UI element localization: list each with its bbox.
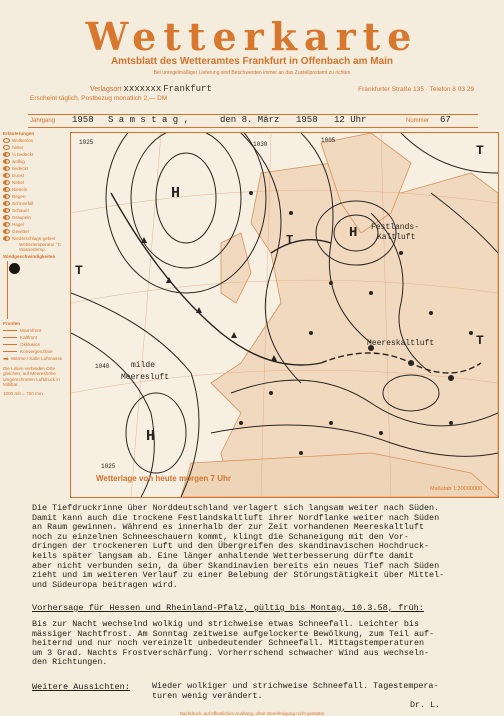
legend-item-label: wolkig [12,159,25,164]
front-line-icon [3,344,17,345]
page-title: Wetterkarte [85,14,419,59]
delivery-note: Bei unregelmäßiger Lieferung sind Beschwerden immer an das Zustellpostamt zu richten [153,70,351,76]
verlagsort-value: Frankfurt [163,84,212,94]
isobar-1005: 1005 [321,137,336,144]
legend-item [3,186,67,193]
weather-symbol-icon [3,166,10,171]
legend-item-label: Wolkenlos [12,138,34,143]
label-meeresluft: Meeresluft [121,373,170,382]
map-scale: Maßstab 1:30000000 [430,486,482,492]
high-west: H [171,185,181,202]
weather-symbol-icon [3,201,10,206]
legend-scale: 1000 mb = 750 mm [3,390,43,396]
legend-item [3,158,67,165]
legend-item [3,151,67,158]
isobar-1030: 1030 [253,141,268,148]
legend-item-label: Gewitter [12,229,30,234]
weather-symbol-icon [3,187,10,192]
front-line-icon [3,351,17,352]
weitere-text: Wieder wolkiger und strichweise Schneefall. Tagestempera- turen wenig verändert. [152,681,439,701]
dateline [28,114,478,128]
legend-item [3,172,67,179]
weather-symbol-icon [3,222,10,227]
isobar-1040: 1040 [95,363,110,370]
legend-warm: Warme [10,356,26,361]
weekday: S a m s t a g , [108,115,190,125]
legend-item [3,228,67,235]
legend-item [3,137,67,144]
legend-warm-kalt: ➡ Warme / Kalte Luftmasse [3,355,63,363]
label-kaltluft: Kaltluft [377,233,416,242]
high-south: H [146,428,156,445]
legend-item-label: Hagel [12,222,25,227]
footer: Nachdruck, auf öffentlichen Aushang, ohne Genehmigung nicht gestattet [179,711,325,716]
weather-symbol-icon [3,194,10,199]
legend-item [3,165,67,172]
verlagsort-label: Verlagsort [90,86,122,93]
low-center: T [286,233,294,247]
punch-hole [9,263,20,274]
weather-symbol-icon [3,180,10,185]
legend-item-label: Regen [12,194,26,199]
legend [3,130,67,496]
vorhersage-text: Bis zur Nacht wechselnd wolkig und strichweise etwas Schneefall. Leichter bis mässiger Nachtfrost. Am Sonntag zeitweise aufgelockerte Bewölkung, zum Teil auf- heiternd und nur noch vereinzelt unbedeutender Schneefall. Mittagstemperaturen um 3 Grad. Nachts Frostverschärfung. Vorherrschend schwacher Wind aus wechseln- den Richtungen. [32,619,435,668]
legend-item [3,221,67,228]
subtitle: Amtsblatt des Wetteramtes Frankfurt in Offenbach am Main [110,56,394,67]
front-item-label: Okklusion [20,342,41,347]
legend-item-label: bedeckt [12,166,29,171]
isobar-1025b: 1025 [101,463,116,470]
publication-info: Erscheint täglich, Postbezug monatlich 2,— DM [30,95,168,102]
legend-item-label: ½ bedeckt [12,152,34,157]
map-svg [71,133,498,497]
weather-symbol-icon [3,173,10,178]
front-item [3,327,67,334]
weather-map [70,132,499,498]
legend-item [3,193,67,200]
legend-item [3,207,67,214]
forecast-discussion: Die Tiefdruckrinne über Norddeutschland verlagert sich langsam weiter nach Süden. Damit kann auch die trockene Festlandskaltluft ihrer Nordflanke weiter nach Süden an Raum gewinnen. Während es innerhalb der zur Zeit vorhandenen Meereskaltluft noch zu einzelnen Schneeschauern kommt, klingt die Schaneigung mit den Vor- dringen der trockeneren Luft und den Übergreifen des skandinavischen Hochdruck- keils später langsam ab. Eine länger anhaltende Wetterbesserung dürfte damit aber nicht verbunden sein, da über Skandinavien bereits ein neues Tief nach Süden zieht und im weiteren Verlauf zu einer Belebung der Störungstätigkeit über Mittel- und Südeuropa beitragen wird. [32,503,445,590]
legend-item [3,200,67,207]
isobar-1025a: 1025 [79,139,94,146]
label-meereskaltluft: Meereskaltluft [367,339,435,348]
map-caption: Wetterlage von heute morgen 7 Uhr [96,474,231,483]
legend-luftmasse: Luftmasse [41,356,63,361]
front-item [3,334,67,341]
nummer-label: Nummer [406,118,430,124]
nummer-value: 67 [440,115,451,125]
year: 1958 [296,115,318,125]
weather-symbol-icon [3,138,10,143]
legend-item-label: Niederschlags-gebiet [12,236,56,241]
legend-item [3,144,67,151]
time: 12 Uhr [334,115,367,125]
verlagsort [90,84,212,94]
weitere-label: Weitere Aussichten: [32,682,130,692]
land-britain [221,233,251,303]
legend-item-label: heiter [12,145,24,150]
legend-item-label: Dunst [12,173,25,178]
legend-item-label: Schauer [12,208,30,213]
signature: Dr. L. [410,700,441,710]
front-items [3,327,67,355]
low-nw: T [75,263,83,278]
legend-item-label: Graupeln [12,215,31,220]
isobar-note: Die Linien verbinden Orte gleichen, auf Meereshöhe umgerechneten Luftdruck in Millibar. [3,366,60,388]
label-milde: milde [131,361,156,370]
front-item [3,341,67,348]
front-item-label: Kaltfront [20,335,38,340]
legend-temp: Wettertemperatur °C Wassertemp. [19,242,62,252]
legend-items [3,137,67,242]
front-line-icon [3,337,17,338]
verlagsort-strike: xxxxxxx [123,84,162,94]
date: den 8. März [220,115,280,125]
weather-symbol-icon [3,236,10,241]
label-festland: Festlands- [371,223,420,232]
high-east: H [349,225,358,241]
jahrgang-label: Jahrgang [30,118,56,124]
weather-symbol-icon [3,145,10,150]
weather-symbol-icon [3,208,10,213]
legend-item [3,235,67,242]
vorhersage-title: Vorhersage für Hessen und Rheinland-Pfalz, gültig bis Montag, 10.3.58, früh: [32,603,424,613]
weather-symbol-icon [3,152,10,157]
front-item-label: Warmfront [20,328,42,333]
legend-item-label: Schneefall [12,201,34,206]
legend-item-label: Nieseln [12,187,28,192]
legend-fronts-heading: Fronten [3,321,21,326]
legend-kalt: Kalte [29,356,40,361]
address: Frankfurter Straße 135 · Telefon 8 03 29 [358,86,474,93]
low-ne: T [476,143,484,158]
legend-heading: Erläuterungen [3,131,35,136]
weather-symbol-icon [3,159,10,164]
front-line-icon [3,330,17,331]
weather-symbol-icon [3,229,10,234]
front-item-label: Konvergenzlinie [20,349,53,354]
weather-symbol-icon [3,215,10,220]
arrow-right-icon: ➡ [3,355,9,363]
legend-item-label: Nebel [12,180,25,185]
jahrgang-value: 1958 [72,115,94,125]
low-east: T [476,333,484,348]
legend-item [3,179,67,186]
legend-item [3,214,67,221]
legend-wind-heading: Windgeschwindigkeiten [3,254,56,259]
front-item [3,348,67,355]
